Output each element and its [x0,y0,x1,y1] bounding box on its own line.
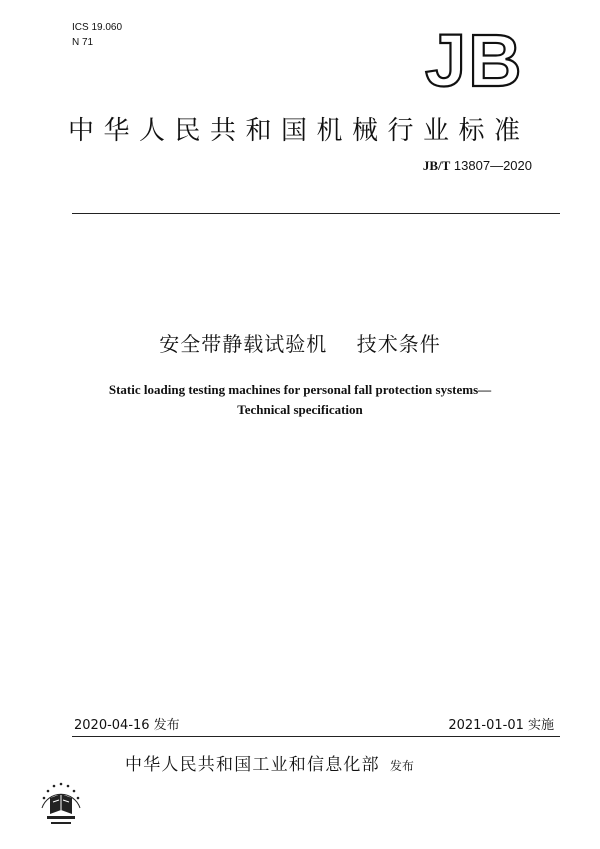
standard-number [423,158,532,174]
publisher-seal-icon [30,768,92,830]
issuer-name: 中华人民共和国工业和信息化部 [125,755,380,775]
ics-code: ICS 19.060 [72,22,123,33]
title-english-line-1: Static loading testing machines for personal fall protection systems— [108,382,492,397]
standard-prefix: JB/T [422,158,451,173]
issue-date: 2020-04-16 发布 [74,718,180,733]
implementation-date: 2021-01-01 实施 [448,718,554,733]
jb-logo-text: JB [425,28,524,90]
issuer [125,750,414,775]
standard-number-value: 13807—2020 [453,158,532,173]
title-english-line-2: Technical specification [237,402,363,417]
classification-code: N 71 [72,37,94,48]
title-english [0,380,600,420]
top-divider [72,213,560,214]
title-chinese: 安全带静载试验机 技术条件 [159,332,441,356]
jb-logo [423,28,541,90]
bottom-divider [72,736,560,737]
issuer-suffix: 发布 [389,759,414,773]
standard-organization: 中华人民共和国机械行业标准 [68,116,530,146]
